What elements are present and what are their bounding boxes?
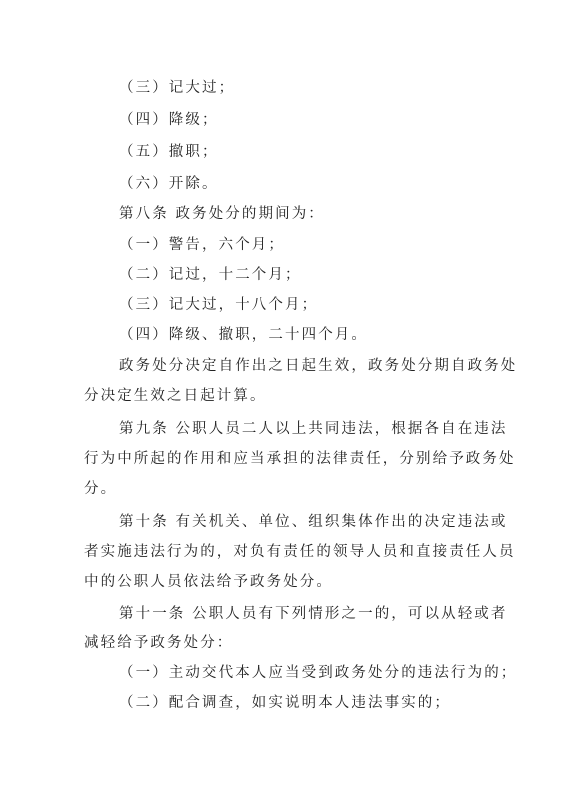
article-11-line: 第十一条 公职人员有下列情形之一的，可以从轻或者 xyxy=(119,606,508,622)
list-item: （一）主动交代本人应当受到政务处分的违法行为的； xyxy=(119,665,518,681)
list-item: （三）记大过； xyxy=(119,80,236,96)
list-item: （三）记大过，十八个月； xyxy=(119,297,319,313)
article-10-line: 者实施违法行为的，对负有责任的领导人员和直接责任人员 xyxy=(84,544,516,560)
article-10-line: 中的公职人员依法给予政务处分。 xyxy=(84,574,333,590)
article-9-line: 分。 xyxy=(84,481,118,497)
article-9-line: 行为中所起的作用和应当承担的法律责任，分别给予政务处 xyxy=(84,451,516,467)
paragraph-line: 政务处分决定自作出之日起生效，政务处分期自政务处 xyxy=(119,358,518,374)
article-9-line: 第九条 公职人员二人以上共同违法，根据各自在违法 xyxy=(119,421,508,437)
list-item: （二）记过，十二个月； xyxy=(119,267,302,283)
article-11-line: 减轻给予政务处分： xyxy=(84,635,234,651)
article-8-heading: 第八条 政务处分的期间为： xyxy=(119,206,325,222)
list-item: （五）撤职； xyxy=(119,144,219,160)
list-item: （四）降级； xyxy=(119,112,219,128)
list-item: （二）配合调查，如实说明本人违法事实的； xyxy=(119,695,451,711)
list-item: （六）开除。 xyxy=(119,176,219,192)
list-item: （四）降级、撤职，二十四个月。 xyxy=(119,327,368,343)
paragraph-line: 分决定生效之日起计算。 xyxy=(84,388,267,404)
article-10-line: 第十条 有关机关、单位、组织集体作出的决定违法或 xyxy=(119,514,508,530)
list-item: （一）警告，六个月； xyxy=(119,237,285,253)
